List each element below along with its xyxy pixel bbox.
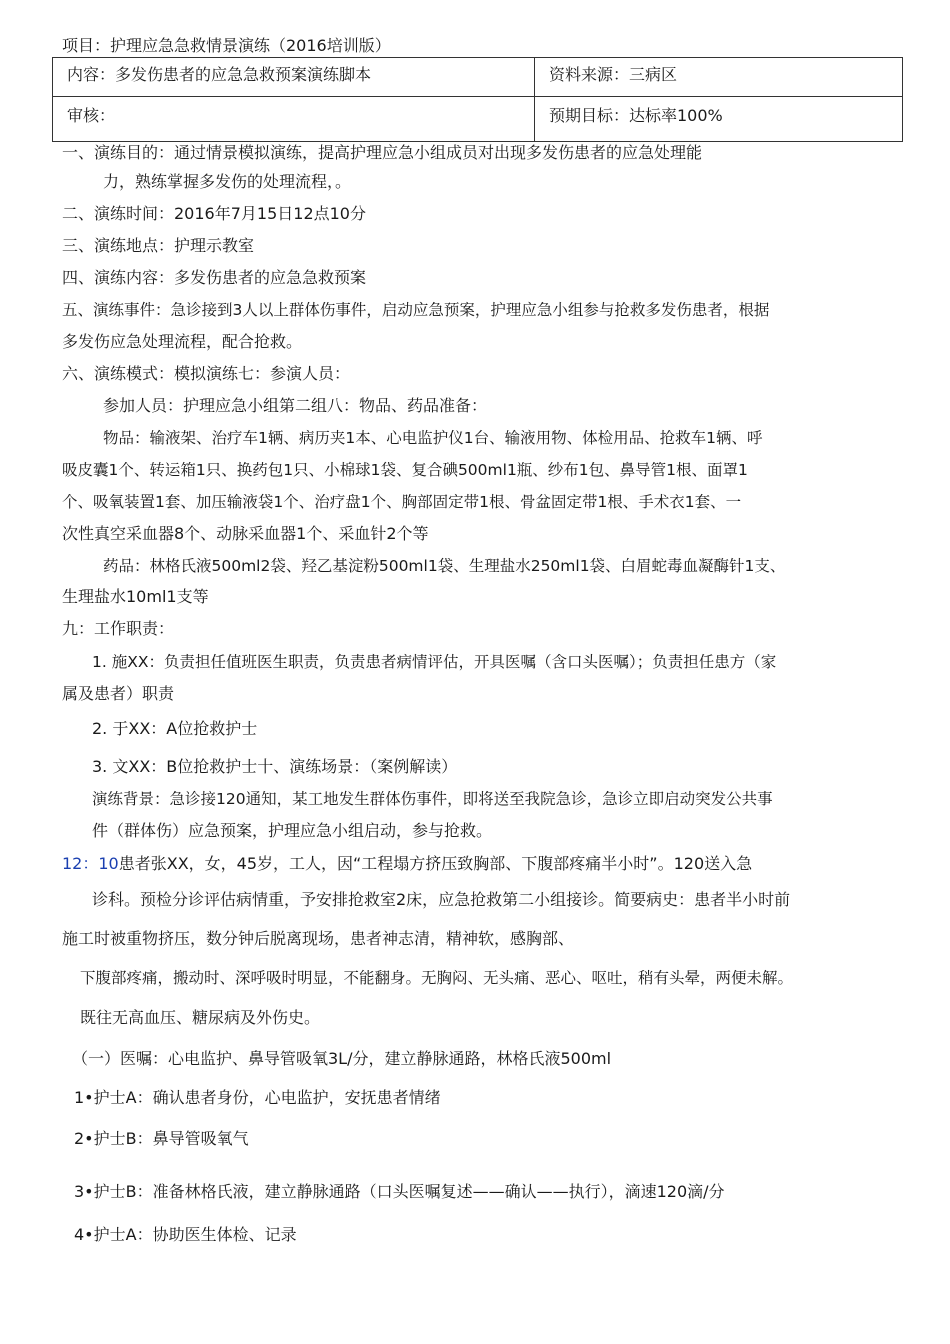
source-cell: 资料来源：三病区 <box>535 58 903 97</box>
step-3: 3•护士B：准备林格氏液，建立静脉通路（口头医嘱复述——确认——执行），滴速120滴/分 <box>74 1182 725 1201</box>
duty-3: 3. 文XX：B位抢救护士十、演练场景：（案例解读） <box>92 757 458 776</box>
section-time: 二、演练时间：2016年7月15日12点10分 <box>62 204 366 223</box>
project-title: 项目：护理应急急救情景演练（2016培训版） <box>62 36 391 55</box>
scenario-background: 演练背景：急诊接120通知，某工地发生群体伤事件，即将送至我院急诊，急诊立即启动突发公共事 <box>92 790 773 808</box>
step-4: 4•护士A：协助医生体检、记录 <box>74 1225 297 1244</box>
duty-1: 1. 施XX：负责担任值班医生职责，负责患者病情评估，开具医嘱（含口头医嘱）；负责担任患方（家 <box>92 653 777 671</box>
goal-cell: 预期目标：达标率100% <box>535 97 903 142</box>
section-content: 四、演练内容：多发伤患者的应急急救预案 <box>62 268 367 287</box>
case-line-2: 诊科。预检分诊评估病情重，予安排抢救室2床，应急抢救第二小组接诊。简要病史：患者半小时前 <box>92 890 791 909</box>
case-text: 患者张XX，女，45岁，工人，因“工程塌方挤压致胸部、下腹部疼痛半小时”。120送入急 <box>118 854 753 873</box>
section-event-cont: 多发伤应急处理流程，配合抢救。 <box>62 332 303 351</box>
review-cell: 审核： <box>53 97 535 142</box>
case-line-1 <box>62 854 752 874</box>
section-mode: 六、演练模式：模拟演练七：参演人员： <box>62 364 351 383</box>
step-1: 1•护士A：确认患者身份，心电监护，安抚患者情绪 <box>74 1088 441 1107</box>
order-1: （一）医嘱：心电监护、鼻导管吸氧3L/分，建立静脉通路，林格氏液500ml <box>72 1049 612 1068</box>
items-line-1: 物品：输液架、治疗车1辆、病历夹1本、心电监护仪1台、输液用物、体检用品、抢救车1辆、呼 <box>103 429 763 447</box>
items-line-2: 吸皮囊1个、转运箱1只、换药包1只、小棉球1袋、复合碘500ml1瓶、纱布1包、鼻导管1根、面罩1 <box>62 461 748 479</box>
duty-1-cont: 属及患者）职责 <box>62 684 175 703</box>
case-line-4: 下腹部疼痛，搬动时、深呼吸时明显，不能翻身。无胸闷、无头痛、恶心、呕吐，稍有头晕，两便未解。 <box>80 969 794 987</box>
meta-table <box>52 57 903 142</box>
section-location: 三、演练地点：护理示教室 <box>62 236 255 255</box>
drugs-line-2: 生理盐水10ml1支等 <box>62 587 209 606</box>
section-duties: 九：工作职责： <box>62 619 175 638</box>
participants: 参加人员：护理应急小组第二组八：物品、药品准备： <box>103 396 488 415</box>
duty-2: 2. 于XX：A位抢救护士 <box>92 719 258 738</box>
drugs-line-1: 药品：林格氏液500ml2袋、羟乙基淀粉500ml1袋、生理盐水250ml1袋、白眉蛇毒血凝酶针1支、 <box>103 557 786 575</box>
items-line-3: 个、吸氧装置1套、加压输液袋1个、治疗盘1个、胸部固定带1根、骨盆固定带1根、手术衣1套、一 <box>62 493 742 511</box>
step-2: 2•护士B：鼻导管吸氧气 <box>74 1129 249 1148</box>
case-line-3: 施工时被重物挤压，数分钟后脱离现场，患者神志清，精神软，感胸部、 <box>62 929 575 948</box>
case-time: 12：10 <box>62 854 119 873</box>
case-line-5: 既往无高血压、糖尿病及外伤史。 <box>80 1008 321 1027</box>
content-cell: 内容：多发伤患者的应急急救预案演练脚本 <box>53 58 535 97</box>
items-line-4: 次性真空采血器8个、动脉采血器1个、采血针2个等 <box>62 524 429 543</box>
scenario-background-cont: 件（群体伤）应急预案，护理应急小组启动，参与抢救。 <box>92 821 493 840</box>
section-event: 五、演练事件：急诊接到3人以上群体伤事件，启动应急预案，护理应急小组参与抢救多发伤患者，根据 <box>62 301 770 319</box>
section-purpose-cont: 力，熟练掌握多发伤的处理流程，。 <box>103 172 352 191</box>
section-purpose: 一、演练目的：通过情景模拟演练，提高护理应急小组成员对出现多发伤患者的应急处理能 <box>62 143 703 162</box>
